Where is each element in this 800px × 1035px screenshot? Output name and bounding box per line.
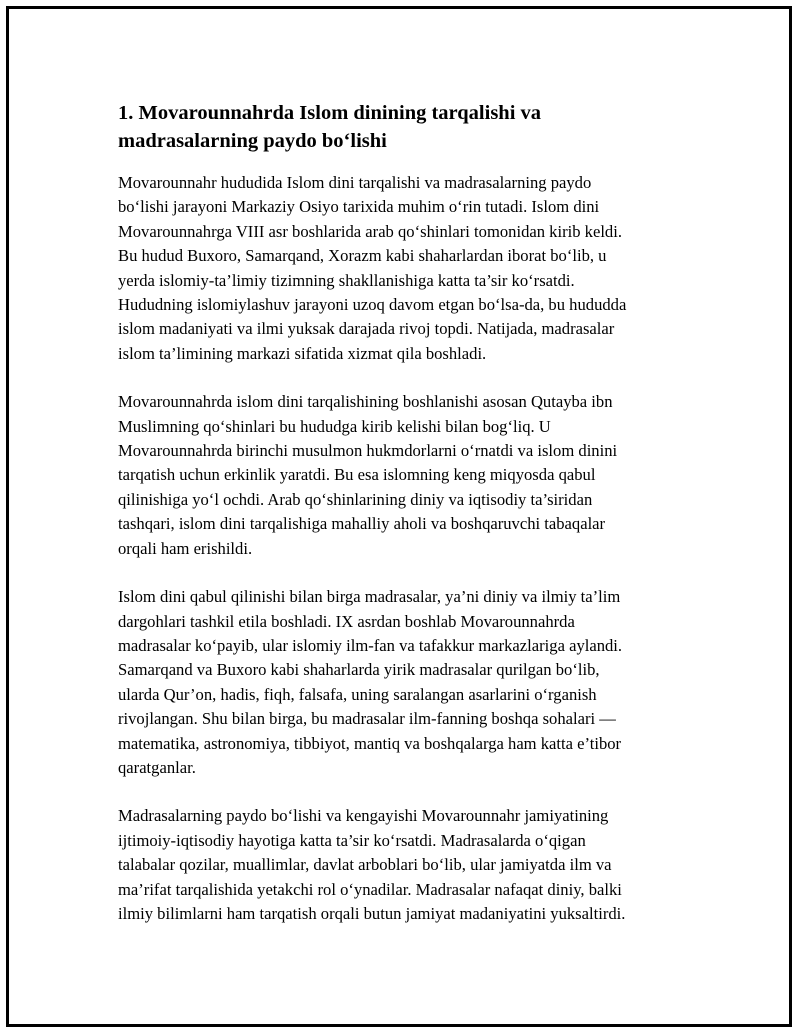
paragraph-4: Madrasalarning paydo bo‘lishi va kengayishi Movarounnahr jamiyatining ijtimoiy-iqtisodiy hayotiga katta ta’sir ko‘rsatdi. Madrasalarda o‘qigan talabalar qozilar, muallimlar, davlat arboblari bo‘lib, ular jamiyatda ilm va ma’rifat tarqalishida yetakchi rol o‘ynadilar. Madrasalar nafaqat diniy, balki ilmiy bilimlarni ham tarqatish orqali butun jamiyat madaniyatini yuksaltirdi. [118, 806, 626, 923]
section-title: 1. Movarounnahrda Islom dinining tarqalishi va madrasalarning paydo bo‘lishi [118, 102, 542, 152]
page-frame [6, 6, 792, 1027]
paragraph-1: Movarounnahr hududida Islom dini tarqalishi va madrasalarning paydo bo‘lishi jarayoni Markaziy Osiyo tarixida muhim o‘rin tutadi. Islom dini Movarounnahrga VIII asr boshlarida arab qo‘shinlari tomonidan kirib keldi. Bu hudud Buxoro, Samarqand, Xorazm kabi shaharlardan iborat bo‘lib, u yerda islomiy-ta’limiy tizimning shakllanishiga katta ta’sir ko‘rsatdi. Hududning islomiylashuv jarayoni uzoq davom etgan bo‘lsa-da, bu hududda islom madaniyati va ilmi yuksak darajada rivoj topdi. Natijada, madrasalar islom ta’limining markazi sifatida xizmat qila boshladi. [118, 173, 627, 363]
paragraph-3: Islom dini qabul qilinishi bilan birga madrasalar, ya’ni diniy va ilmiy ta’lim dargohlari tashkil etila boshladi. IX asrdan boshlab Movarounnahrda madrasalar ko‘payib, ular islomiy ilm-fan va tafakkur markazlariga aylandi. Samarqand va Buxoro kabi shaharlarda yirik madrasalar qurilgan bo‘lib, ularda Qur’on, hadis, fiqh, falsafa, uning saralangan asarlarini o‘rganish rivojlangan. Shu bilan birga, bu madrasalar ilm-fanning boshqa sohalari — matematika, astronomiya, tibbiyot, mantiq va boshqalarga ham katta e’tibor qaratganlar. [118, 587, 623, 777]
document-body [118, 99, 708, 950]
paragraph-2: Movarounnahrda islom dini tarqalishining boshlanishi asosan Qutayba ibn Muslimning qo‘shinlari bu hududga kirib kelishi bilan bog‘liq. U Movarounnahrda birinchi musulmon hukmdorlarni o‘rnatdi va islom dinini tarqatish uchun erkinlik yaratdi. Bu esa islomning keng miqyosda qabul qilinishiga yo‘l ochdi. Arab qo‘shinlarining diniy va iqtisodiy ta’siridan tashqari, islom dini tarqalishiga mahalliy aholi va boshqaruvchi tabaqalar orqali ham erishildi. [118, 392, 618, 558]
